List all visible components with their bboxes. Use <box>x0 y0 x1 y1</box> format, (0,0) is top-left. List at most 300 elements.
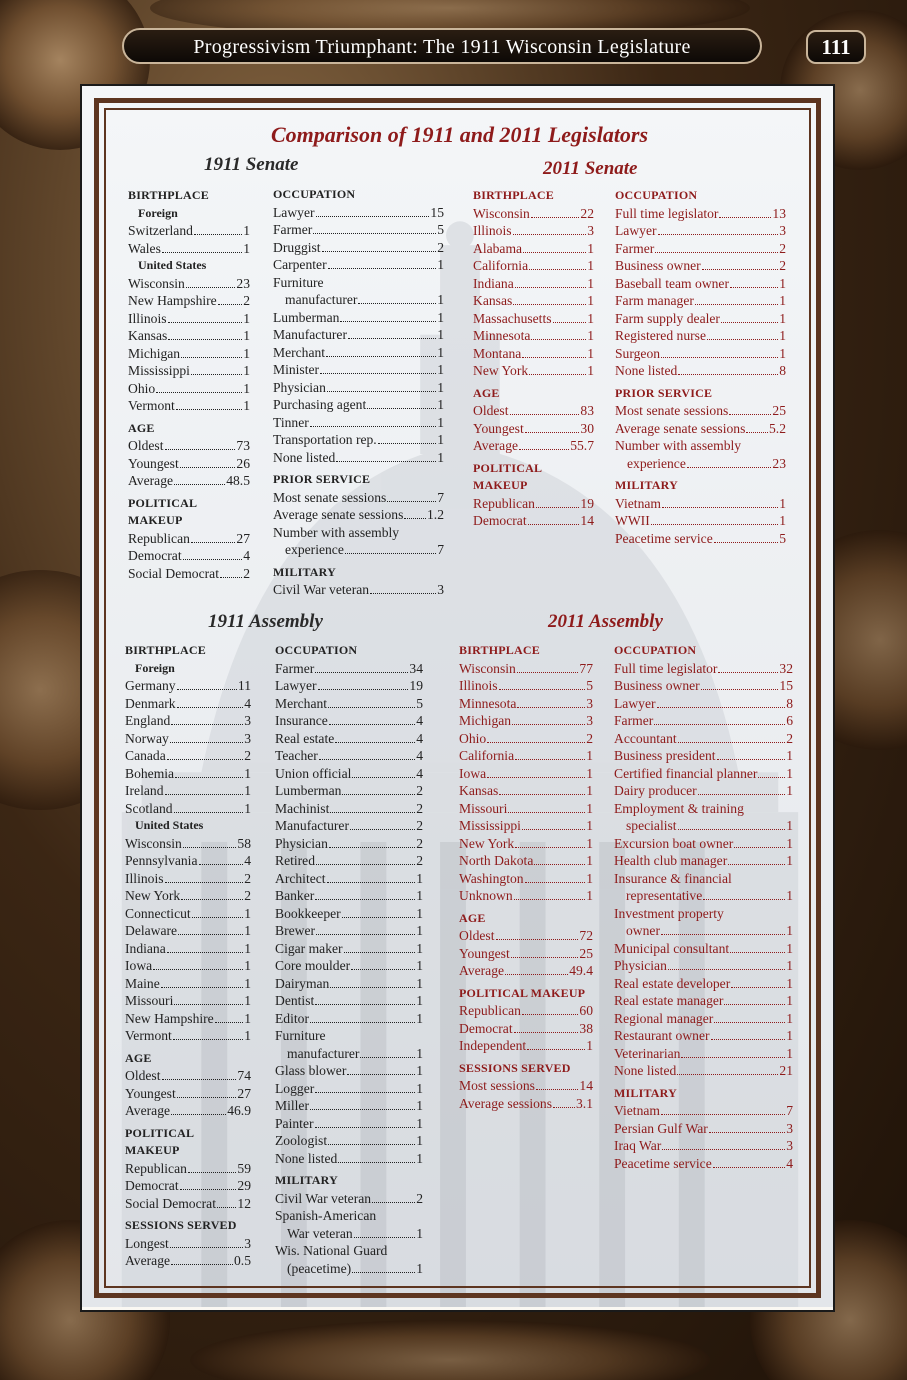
list-item <box>614 887 793 905</box>
list-item <box>128 455 250 473</box>
item-label: Farmer <box>273 222 313 237</box>
item-label: Youngest <box>125 1085 176 1101</box>
item-label: Cigar maker <box>275 940 343 956</box>
item-value: 1 <box>416 1225 423 1241</box>
item-value: 1 <box>416 1080 423 1096</box>
heading-political-makeup: POLITICAL MAKEUP <box>128 495 197 527</box>
item-value: 32 <box>779 660 793 676</box>
dot-leader <box>677 1074 778 1075</box>
list-item <box>128 222 250 240</box>
item-label: Tinner <box>273 414 309 430</box>
dot-leader <box>310 426 436 427</box>
item-value: 1 <box>416 905 423 921</box>
item-label: Republican <box>459 1003 521 1018</box>
item-label: Longest <box>125 1235 169 1251</box>
assembly-1911-occupations <box>275 642 423 1277</box>
item-value: 29 <box>237 1178 251 1193</box>
item-value: 1 <box>786 818 793 833</box>
dot-leader <box>703 899 785 900</box>
dot-leader <box>162 1079 237 1080</box>
item-label: Iowa <box>125 958 153 973</box>
list-item <box>614 1120 793 1138</box>
list-item: Wis. National Guard <box>275 1243 388 1258</box>
list-item <box>128 345 250 363</box>
item-value: 1 <box>786 783 793 798</box>
list-item <box>275 1150 423 1168</box>
dot-leader <box>525 882 586 883</box>
item-label: Banker <box>275 888 315 903</box>
item-value: 2 <box>416 818 423 833</box>
list-item <box>125 1010 251 1028</box>
item-value: 1 <box>786 835 793 851</box>
list-item <box>614 660 793 678</box>
item-label: Bookkeeper <box>275 905 341 921</box>
item-label: (peacetime) <box>287 1260 352 1276</box>
item-label: Democrat <box>459 1020 513 1036</box>
dot-leader <box>387 501 436 502</box>
item-label: Oldest <box>128 438 164 453</box>
item-label: Democrat <box>125 1178 179 1193</box>
item-value: 1 <box>779 328 786 343</box>
item-value: 3 <box>587 223 594 238</box>
list-item <box>275 887 423 905</box>
item-value: 1 <box>779 513 786 528</box>
item-value: 1 <box>786 1010 793 1026</box>
dot-leader <box>329 724 415 725</box>
list-item <box>614 940 793 958</box>
dot-leader <box>531 339 586 340</box>
heading-occupation: OCCUPATION <box>614 643 697 657</box>
item-value: 2 <box>416 1190 423 1206</box>
item-value: 46.9 <box>227 1103 251 1118</box>
item-label: Iowa <box>459 765 487 781</box>
dot-leader <box>515 287 586 288</box>
dot-leader <box>177 707 244 708</box>
item-label: experience <box>627 455 686 471</box>
item-value: 1 <box>786 958 793 973</box>
dot-leader <box>167 759 243 760</box>
item-label: New Hampshire <box>128 293 217 308</box>
item-value: 1 <box>244 923 251 938</box>
item-value: 23 <box>236 275 250 291</box>
item-value: 1 <box>437 309 444 325</box>
list-item <box>125 940 251 958</box>
item-label: Transportation rep. <box>273 432 377 447</box>
item-value: 1 <box>416 888 423 903</box>
dot-leader <box>194 234 242 235</box>
item-label: Kansas <box>473 293 513 308</box>
item-value: 1 <box>416 940 423 956</box>
dot-leader <box>338 1162 415 1163</box>
list-item <box>125 905 251 923</box>
dot-leader <box>327 882 416 883</box>
item-value: 1 <box>416 1063 423 1078</box>
dot-leader <box>662 1149 785 1150</box>
item-label: Editor <box>275 1010 309 1026</box>
list-item <box>459 1095 593 1113</box>
item-label: Youngest <box>473 420 524 436</box>
item-value: 1 <box>416 1150 423 1166</box>
item-value: 1 <box>437 344 444 360</box>
list-item <box>473 362 594 380</box>
item-label: Scotland <box>125 800 173 816</box>
list-item <box>615 310 786 328</box>
dot-leader <box>327 391 436 392</box>
list-item <box>615 495 786 513</box>
item-label: Illinois <box>459 678 498 693</box>
list-item <box>473 495 594 513</box>
item-label: Wisconsin <box>473 205 530 221</box>
list-item <box>125 695 251 713</box>
item-label: New York <box>473 363 529 378</box>
item-label: Registered nurse <box>615 328 706 343</box>
list-item <box>459 782 593 800</box>
item-label: Lawyer <box>614 695 656 711</box>
heading-age: AGE <box>125 1050 152 1065</box>
item-value: 3 <box>786 1120 793 1136</box>
item-value: 25 <box>579 945 593 961</box>
list-item: Furniture <box>275 1028 326 1043</box>
item-value: 1 <box>243 345 250 361</box>
dot-leader <box>165 882 244 883</box>
item-label: Canada <box>125 748 166 763</box>
list-item <box>125 677 251 695</box>
dot-leader <box>714 1022 785 1023</box>
item-value: 1 <box>786 1045 793 1061</box>
item-value: 1 <box>587 363 594 378</box>
item-label: Unknown <box>459 888 513 903</box>
item-label: Insurance <box>275 713 328 728</box>
item-label: Architect <box>275 870 326 886</box>
item-value: 77 <box>579 660 593 676</box>
item-value: 1 <box>587 275 594 291</box>
item-value: 1.2 <box>427 507 444 522</box>
list-item <box>615 257 786 275</box>
dot-leader <box>370 593 436 594</box>
item-value: 1 <box>416 1260 423 1276</box>
dot-leader <box>734 847 785 848</box>
dot-leader <box>192 917 244 918</box>
list-item <box>615 292 786 310</box>
dot-leader <box>174 484 225 485</box>
item-label: Indiana <box>473 275 514 291</box>
item-label: Maine <box>125 975 160 991</box>
item-label: Retired <box>275 853 316 868</box>
item-label: Wales <box>128 240 161 256</box>
item-label: Oldest <box>473 403 509 418</box>
dot-leader <box>487 777 585 778</box>
dot-leader <box>183 559 243 560</box>
item-value: 1 <box>437 327 444 342</box>
list-item <box>615 240 786 258</box>
list-item <box>125 712 251 730</box>
dot-leader <box>661 934 785 935</box>
item-value: 7 <box>437 489 444 505</box>
list-item <box>128 240 250 258</box>
dot-leader <box>657 707 786 708</box>
list-item <box>614 782 793 800</box>
list-item <box>125 765 251 783</box>
list-item: Number with assembly <box>273 524 400 540</box>
item-label: Republican <box>128 530 190 546</box>
item-label: Business president <box>614 748 716 763</box>
item-label: Farm manager <box>615 293 694 308</box>
item-value: 4 <box>416 730 423 746</box>
section-title-1911-senate: 1911 Senate <box>204 154 299 175</box>
item-value: 1 <box>244 958 251 973</box>
list-item <box>615 530 786 548</box>
item-value: 3 <box>779 223 786 238</box>
item-label: Democrat <box>128 548 182 563</box>
dot-leader <box>536 1089 578 1090</box>
dot-leader <box>510 414 580 415</box>
item-value: 4 <box>416 765 423 781</box>
list-item <box>459 730 593 748</box>
heading-birthplace: BIRTHPLACE <box>459 643 540 657</box>
item-value: 55.7 <box>570 438 594 453</box>
item-label: experience <box>285 542 344 557</box>
dot-leader <box>330 987 415 988</box>
item-label: Peacetime service <box>615 530 713 546</box>
dot-leader <box>328 268 437 269</box>
dot-leader <box>335 742 415 743</box>
dot-leader <box>378 443 436 444</box>
list-item: Number with assembly <box>615 438 742 453</box>
list-item <box>125 1160 251 1178</box>
item-label: Average <box>128 473 174 488</box>
dot-leader <box>328 707 415 708</box>
dot-leader <box>171 724 243 725</box>
item-value: 1 <box>244 975 251 991</box>
item-value: 2 <box>416 800 423 816</box>
subheading-foreign: Foreign <box>135 660 175 675</box>
item-value: 1 <box>243 240 250 256</box>
dot-leader <box>181 899 243 900</box>
item-value: 5 <box>416 695 423 711</box>
item-label: Illinois <box>473 223 512 238</box>
list-item <box>473 345 594 363</box>
item-value: 2 <box>243 565 250 581</box>
item-value: 74 <box>237 1068 251 1083</box>
item-label: Illinois <box>125 870 164 886</box>
dot-leader <box>661 357 778 358</box>
list-item <box>275 1045 423 1063</box>
dot-leader <box>730 952 785 953</box>
dot-leader <box>170 1247 243 1248</box>
dot-leader <box>191 542 235 543</box>
dot-leader <box>167 952 243 953</box>
item-label: Massachusetts <box>473 310 552 326</box>
dot-leader <box>668 969 785 970</box>
item-label: None listed <box>275 1150 338 1166</box>
list-item <box>128 327 250 345</box>
dot-leader <box>711 1039 786 1040</box>
list-item <box>275 870 423 888</box>
dot-leader <box>342 794 415 795</box>
heading-military: MILITARY <box>615 478 678 492</box>
subheading-united-states: United States <box>138 258 207 272</box>
dot-leader <box>181 357 242 358</box>
dot-leader <box>662 507 778 508</box>
item-value: 23 <box>772 455 786 471</box>
list-item <box>459 927 593 945</box>
list-item <box>273 431 444 449</box>
dot-leader <box>651 524 778 525</box>
list-item <box>614 817 793 835</box>
item-value: 1 <box>243 380 250 396</box>
item-value: 3 <box>437 582 444 597</box>
dot-leader <box>318 689 409 690</box>
running-header: Progressivism Triumphant: The 1911 Wisconsin Legislature <box>122 28 762 64</box>
item-value: 1 <box>779 495 786 511</box>
list-item <box>459 835 593 853</box>
dot-leader <box>345 553 436 554</box>
item-label: Farmer <box>275 660 315 676</box>
list-item <box>125 782 251 800</box>
item-value: 7 <box>437 542 444 557</box>
item-value: 1 <box>587 258 594 273</box>
dot-leader <box>553 1107 575 1108</box>
list-item <box>275 905 423 923</box>
item-value: 1 <box>786 940 793 956</box>
item-value: 27 <box>236 530 250 546</box>
list-item <box>273 204 444 222</box>
item-label: Average <box>125 1253 171 1268</box>
item-label: Denmark <box>125 695 176 711</box>
list-item <box>615 205 786 223</box>
senate-1911-demographics <box>128 187 250 582</box>
item-value: 73 <box>236 438 250 453</box>
dot-leader <box>721 322 778 323</box>
dot-leader <box>678 829 786 830</box>
list-item <box>459 677 593 695</box>
item-value: 1 <box>779 293 786 308</box>
dot-leader <box>348 338 436 339</box>
item-value: 1 <box>586 853 593 868</box>
dot-leader <box>354 1237 416 1238</box>
list-item <box>128 547 250 565</box>
item-label: Vietnam <box>615 495 661 511</box>
dot-leader <box>315 899 415 900</box>
dot-leader <box>171 1264 233 1265</box>
item-value: 2 <box>244 888 251 903</box>
item-value: 14 <box>579 1078 593 1093</box>
list-item <box>614 835 793 853</box>
list-item <box>473 310 594 328</box>
item-label: Average <box>125 1103 171 1118</box>
list-item <box>125 1235 251 1253</box>
item-value: 1 <box>244 1028 251 1043</box>
item-label: Republican <box>473 495 535 511</box>
dot-leader <box>528 524 580 525</box>
dot-leader <box>687 467 772 468</box>
item-label: Excursion boat owner <box>614 835 734 851</box>
item-value: 8 <box>779 363 786 378</box>
item-value: 1 <box>416 1098 423 1113</box>
item-value: 1 <box>586 765 593 781</box>
item-value: 4 <box>244 695 251 711</box>
list-item <box>273 379 444 397</box>
item-value: 1 <box>586 783 593 798</box>
item-value: 2 <box>586 730 593 746</box>
dot-leader <box>313 233 436 234</box>
dot-leader <box>724 1004 785 1005</box>
list-item <box>459 660 593 678</box>
list-item <box>473 327 594 345</box>
dot-leader <box>178 934 243 935</box>
item-value: 2 <box>244 870 251 886</box>
heading-age: AGE <box>459 910 486 925</box>
dot-leader <box>358 303 436 304</box>
item-label: Average senate sessions <box>273 507 404 522</box>
item-value: 58 <box>237 835 251 851</box>
item-value: 1 <box>243 363 250 378</box>
item-label: Glass blower <box>275 1063 347 1078</box>
dot-leader <box>174 1004 243 1005</box>
list-item <box>275 712 423 730</box>
item-label: Merchant <box>275 695 328 711</box>
item-label: Indiana <box>125 940 166 956</box>
dot-leader <box>360 1057 415 1058</box>
item-label: Connecticut <box>125 905 191 921</box>
item-value: 1 <box>586 818 593 833</box>
item-value: 1 <box>416 923 423 938</box>
dot-leader <box>316 934 415 935</box>
list-item <box>125 852 251 870</box>
dot-leader <box>183 847 237 848</box>
item-label: Wisconsin <box>128 275 185 291</box>
dot-leader <box>336 461 436 462</box>
item-label: Brewer <box>275 923 316 938</box>
dot-leader <box>344 952 416 953</box>
dot-leader <box>191 374 242 375</box>
item-label: Ohio <box>459 730 487 746</box>
list-item <box>615 402 786 420</box>
dot-leader <box>404 518 426 519</box>
item-label: manufacturer <box>285 292 358 307</box>
dot-leader <box>719 217 771 218</box>
item-label: Michigan <box>128 345 181 361</box>
dot-leader <box>553 322 587 323</box>
list-item <box>275 1062 423 1080</box>
item-value: 1 <box>779 275 786 291</box>
list-item <box>273 309 444 327</box>
item-label: Baseball team owner <box>615 275 729 291</box>
dot-leader <box>681 1057 785 1058</box>
item-label: Surgeon <box>615 345 661 361</box>
item-label: Peacetime service <box>614 1155 712 1171</box>
item-label: Switzerland <box>128 223 193 238</box>
item-value: 2 <box>416 835 423 851</box>
heading-military: MILITARY <box>614 1085 677 1100</box>
item-label: California <box>473 258 529 273</box>
item-label: Veterinarian <box>614 1045 681 1061</box>
item-value: 25 <box>772 403 786 418</box>
dot-leader <box>310 1022 415 1023</box>
dot-leader <box>713 1167 785 1168</box>
dot-leader <box>320 373 436 374</box>
dot-leader <box>315 1004 415 1005</box>
dot-leader <box>153 969 243 970</box>
item-value: 1 <box>243 328 250 343</box>
dot-leader <box>352 777 415 778</box>
item-label: Average sessions <box>459 1095 552 1111</box>
item-label: Youngest <box>459 945 510 961</box>
list-item <box>128 565 250 583</box>
item-value: 1 <box>416 1115 423 1131</box>
item-label: Full time legislator <box>614 660 718 676</box>
dot-leader <box>525 432 580 433</box>
